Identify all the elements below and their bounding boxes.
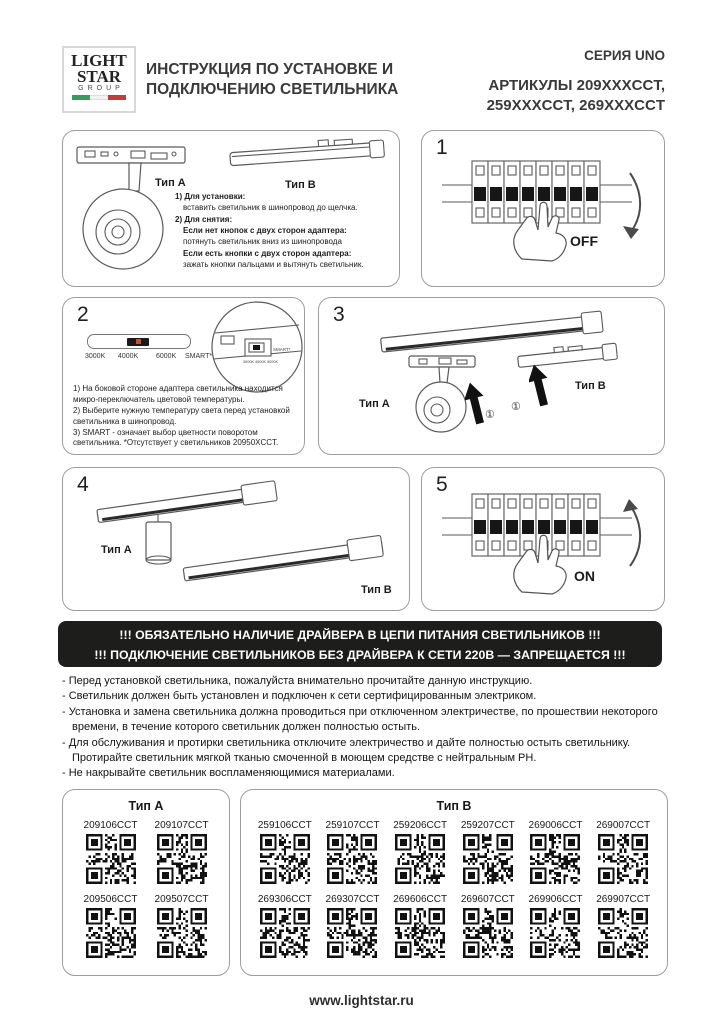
- qr-label: 259106CCT: [257, 820, 312, 831]
- qr-label: 209507CCT: [154, 894, 209, 905]
- qr-cell: [589, 894, 657, 958]
- qr-code: [598, 834, 648, 884]
- warning-item: - Установка и замена светильника должна проводиться при отключенном электричестве, по прошествии некоторого времени, в течение которого светильник должен полностью остыть.: [62, 705, 658, 734]
- qr-cell: [251, 894, 319, 958]
- qr-code: [86, 908, 136, 958]
- scale-6000k-label: 6000K: [156, 353, 177, 360]
- panel-step-3: [318, 297, 665, 455]
- warning-banner: !!! ОБЯЗАТЕЛЬНО НАЛИЧИЕ ДРАЙВЕРА В ЦЕПИ ПИТАНИЯ СВЕТИЛЬНИКОВ !!! !!! ПОДКЛЮЧЕНИЕ СВЕТИЛЬНИКОВ БЕЗ ДРАЙВЕРА К СЕТИ 220В — ЗАПРЕЩАЕТСЯ !!!: [58, 621, 662, 667]
- type-a-label: Тип A: [101, 544, 132, 556]
- install-instructions: 1) Для установки: вставить светильник в шинопровод до щелчка. 2) Для снятия: Если нет кнопок с двух сторон адаптера: потянуть светильник вниз из шинопровода Если есть кнопки с двух сторон адаптера: зажать кнопки пальцами и вытянуть светильник.: [175, 192, 364, 270]
- callout-1: ①: [485, 409, 495, 421]
- qr-label: 269306CCT: [257, 894, 312, 905]
- qr-code: [530, 908, 580, 958]
- qr-label: 259107CCT: [325, 820, 380, 831]
- on-label: ON: [574, 568, 595, 584]
- qr-panel-type-b: [240, 789, 668, 976]
- qr-code: [395, 908, 445, 958]
- qr-label: 209106CCT: [83, 820, 138, 831]
- color-temp-switch-illustration: [87, 334, 191, 349]
- warnings-list: [62, 674, 666, 782]
- qr-cell: [75, 894, 146, 958]
- qr-code: [463, 834, 513, 884]
- qr-code: [157, 834, 207, 884]
- qr-label: 269007CCT: [596, 820, 651, 831]
- qr-label: 259207CCT: [460, 820, 515, 831]
- qr-code: [327, 908, 377, 958]
- qr-code: [598, 908, 648, 958]
- warning-item: - Перед установкой светильника, пожалуйста внимательно прочитайте данную инструкцию.: [62, 675, 533, 687]
- qr-label: 259206CCT: [393, 820, 448, 831]
- qr-cell: [454, 894, 522, 958]
- type-a-label: Тип A: [359, 398, 390, 410]
- qr-code: [260, 908, 310, 958]
- qr-label: 269006CCT: [528, 820, 583, 831]
- italy-flag-icon: [72, 95, 126, 100]
- step-number: 4: [77, 473, 89, 496]
- qr-cell: [589, 820, 657, 884]
- qr-panel-title: Тип B: [436, 799, 472, 813]
- linear-type-b-illustration: [226, 131, 398, 175]
- series-label: СЕРИЯ UNO: [584, 48, 665, 63]
- up-arrow-icon: [529, 364, 553, 410]
- breaker-off-illustration: [430, 145, 655, 267]
- scale-3000k-label: 3000K: [85, 353, 106, 360]
- up-arrow-icon: [465, 382, 489, 428]
- scale-smart-label: SMART*: [185, 353, 213, 360]
- step-number: 3: [333, 303, 345, 326]
- qr-label: 209506CCT: [83, 894, 138, 905]
- qr-cell: [522, 894, 590, 958]
- type-b-label: Тип B: [575, 380, 606, 392]
- qr-cell: [251, 820, 319, 884]
- qr-label: 269607CCT: [460, 894, 515, 905]
- qr-code: [463, 908, 513, 958]
- magnifier-smart-label: SMART*: [273, 347, 291, 352]
- panel-step-4: [62, 467, 410, 611]
- warning-item: - Для обслуживания и протирки светильника отключите электричество и дайте полностью остыть светильнику. Протирайте светильник мягкой тканью смоченной в моющем средстве с нейтральным PH.: [62, 736, 631, 764]
- page-title: ИНСТРУКЦИЯ ПО УСТАНОВКЕ И ПОДКЛЮЧЕНИЮ СВЕТИЛЬНИКА: [146, 61, 399, 99]
- logo-text: LIGHT: [71, 51, 127, 70]
- qr-cell: [386, 820, 454, 884]
- magnifier-scale-label: 3000K 4000K 6000K: [243, 360, 279, 364]
- step-number: 1: [436, 136, 448, 159]
- off-label: OFF: [570, 233, 598, 249]
- step-number: 5: [436, 473, 448, 496]
- qr-label: 269907CCT: [596, 894, 651, 905]
- qr-cell: [146, 894, 217, 958]
- qr-cell: [454, 820, 522, 884]
- panel-step-1: [421, 130, 665, 287]
- qr-cell: [319, 894, 387, 958]
- qr-label: 269606CCT: [393, 894, 448, 905]
- panel-intro: [62, 130, 400, 287]
- footer-url: www.lightstar.ru: [309, 993, 414, 1008]
- arrow-down-icon: [630, 173, 640, 233]
- qr-code: [157, 908, 207, 958]
- panel-step-2: [62, 297, 305, 455]
- scale-4000k-label: 4000K: [118, 353, 139, 360]
- warning-item: - Не накрывайте светильник воспламеняющимися материалами.: [62, 767, 395, 780]
- articles-label: АРТИКУЛЫ 209XXXCCT, 259XXXCCT, 269XXXCCT: [486, 77, 665, 115]
- qr-cell: [146, 820, 217, 884]
- qr-code: [530, 834, 580, 884]
- qr-label: 269307CCT: [325, 894, 380, 905]
- qr-code: [86, 834, 136, 884]
- qr-code: [327, 834, 377, 884]
- type-b-label: Тип B: [361, 584, 392, 596]
- qr-cell: [75, 820, 146, 884]
- qr-panel-title: Тип A: [128, 799, 164, 813]
- panel-step-5: [421, 467, 665, 611]
- temp-switch-notes: 1) На боковой стороне адаптера светильника находится микро-переключатель цветовой температуры. 2) Выберите нужную температуру света перед установкой светильника в шинопровод. 3) SMART - означает выбор цветности поворотом светильника. *Отсутствует у светильников 20950XCCT.: [73, 384, 290, 448]
- lightstar-logo: LIGHT STAR GROUP: [62, 46, 136, 113]
- breaker-on-illustration: [430, 478, 655, 600]
- qr-cell: [386, 894, 454, 958]
- qr-cell: [319, 820, 387, 884]
- callout-1: ①: [511, 401, 521, 413]
- qr-panel-type-a: [62, 789, 230, 976]
- qr-label: 209107CCT: [154, 820, 209, 831]
- qr-code: [395, 834, 445, 884]
- type-b-label: Тип B: [285, 179, 316, 191]
- step-number: 2: [77, 303, 89, 326]
- qr-code: [260, 834, 310, 884]
- warning-item: - Светильник должен быть установлен и подключен к сети сертифицированным электриком.: [62, 690, 537, 703]
- qr-label: 269906CCT: [528, 894, 583, 905]
- qr-cell: [522, 820, 590, 884]
- magnifier-detail-illustration: [209, 299, 305, 395]
- type-a-label: Тип A: [155, 177, 186, 189]
- mounted-type-b-illustration: [181, 532, 416, 587]
